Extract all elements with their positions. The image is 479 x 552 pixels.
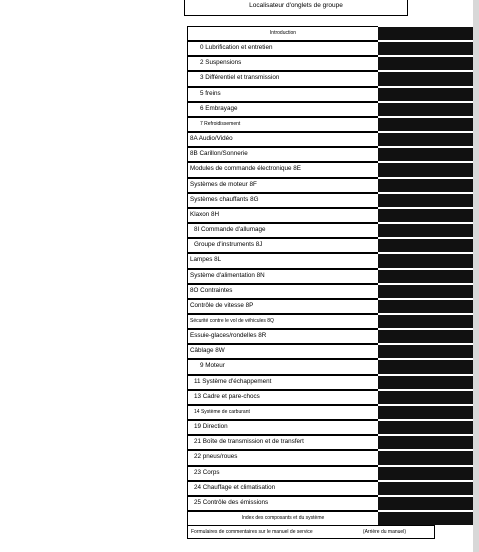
footer-comment-forms-label: Formulaires de commentaires sur le manuel de service: [191, 529, 313, 535]
group-tab-row[interactable]: [187, 71, 473, 86]
group-tab-marker[interactable]: [378, 194, 473, 207]
group-tab-row[interactable]: [187, 102, 473, 117]
group-tab-row[interactable]: [187, 390, 473, 405]
group-tab-marker[interactable]: [378, 148, 473, 161]
group-tab-row[interactable]: [187, 238, 473, 253]
group-tab-row[interactable]: [187, 132, 473, 147]
group-tab-row[interactable]: [187, 41, 473, 56]
group-tab-marker[interactable]: [378, 376, 473, 389]
group-tab-marker[interactable]: [378, 103, 473, 116]
group-tab-label: Système d'alimentation 8N: [187, 269, 378, 284]
group-tab-marker[interactable]: [378, 57, 473, 70]
group-tab-marker[interactable]: [378, 285, 473, 298]
group-tab-marker[interactable]: [378, 27, 473, 40]
group-tab-marker[interactable]: [378, 467, 473, 480]
group-tab-label: 21 Boîte de transmission et de transfert: [187, 435, 378, 450]
group-tab-label: Systèmes chauffants 8G: [187, 193, 378, 208]
group-tab-row[interactable]: [187, 511, 473, 526]
group-tab-marker[interactable]: [378, 497, 473, 510]
group-tab-row[interactable]: [187, 56, 473, 71]
group-tab-row[interactable]: [187, 87, 473, 102]
group-tab-marker[interactable]: [378, 315, 473, 328]
group-tab-label: 13 Cadre et pare-chocs: [187, 390, 378, 405]
group-tab-row[interactable]: [187, 299, 473, 314]
group-tab-row[interactable]: [187, 147, 473, 162]
group-tab-label: Lampes 8L: [187, 253, 378, 268]
group-tab-label: 0 Lubrification et entretien: [187, 41, 378, 56]
group-tab-marker[interactable]: [378, 224, 473, 237]
group-tab-marker[interactable]: [378, 42, 473, 55]
group-tab-row[interactable]: [187, 314, 473, 329]
group-tab-row[interactable]: [187, 223, 473, 238]
group-tab-marker[interactable]: [378, 209, 473, 222]
group-tab-label: 8O Contraintes: [187, 284, 378, 299]
group-tab-label: 6 Embrayage: [187, 102, 378, 117]
group-tab-label: 2 Suspensions: [187, 56, 378, 71]
group-tab-marker[interactable]: [378, 421, 473, 434]
group-tab-marker[interactable]: [378, 72, 473, 85]
group-tab-marker[interactable]: [378, 436, 473, 449]
group-tab-label: Modules de commande électronique 8E: [187, 162, 378, 177]
group-tab-marker[interactable]: [378, 300, 473, 313]
footer-comment-forms[interactable]: [187, 525, 435, 539]
group-tab-row[interactable]: [187, 329, 473, 344]
group-tab-row[interactable]: [187, 481, 473, 496]
group-tab-marker[interactable]: [378, 391, 473, 404]
group-tab-label: 3 Différentiel et transmission: [187, 71, 378, 86]
group-tab-label: Introduction: [187, 26, 378, 41]
page-title: Localisateur d'onglets de groupe: [184, 0, 408, 16]
group-tab-marker[interactable]: [378, 270, 473, 283]
group-tab-label: 8A Audio/Vidéo: [187, 132, 378, 147]
group-tab-label: 5 freins: [187, 87, 378, 102]
group-tab-row[interactable]: [187, 496, 473, 511]
group-tab-row[interactable]: [187, 344, 473, 359]
group-tab-label: 23 Corps: [187, 466, 378, 481]
group-tab-label: Klaxon 8H: [187, 208, 378, 223]
group-tab-row[interactable]: [187, 284, 473, 299]
group-tab-row[interactable]: [187, 178, 473, 193]
group-tab-label: Systèmes de moteur 8F: [187, 178, 378, 193]
group-tab-label: 8I Commande d'allumage: [187, 223, 378, 238]
group-tab-row[interactable]: [187, 117, 473, 132]
group-tab-list: [187, 26, 473, 526]
group-tab-row[interactable]: [187, 26, 473, 41]
group-tab-marker[interactable]: [378, 254, 473, 267]
page-edge-shadow: [473, 0, 479, 552]
group-tab-row[interactable]: [187, 435, 473, 450]
group-tab-label: 14 Système de carburant: [187, 405, 378, 420]
group-tab-label: 24 Chauffage et climatisation: [187, 481, 378, 496]
group-tab-marker[interactable]: [378, 360, 473, 373]
group-tab-marker[interactable]: [378, 512, 473, 525]
group-tab-marker[interactable]: [378, 345, 473, 358]
group-tab-label: 7 Refroidissement: [187, 117, 378, 132]
group-tab-marker[interactable]: [378, 88, 473, 101]
group-tab-row[interactable]: [187, 405, 473, 420]
group-tab-row[interactable]: [187, 375, 473, 390]
group-tab-label: Câblage 8W: [187, 344, 378, 359]
group-tab-marker[interactable]: [378, 133, 473, 146]
group-tab-marker[interactable]: [378, 163, 473, 176]
group-tab-marker[interactable]: [378, 179, 473, 192]
group-tab-row[interactable]: [187, 208, 473, 223]
group-tab-marker[interactable]: [378, 406, 473, 419]
group-tab-marker[interactable]: [378, 118, 473, 131]
group-tab-row[interactable]: [187, 269, 473, 284]
group-tab-label: 19 Direction: [187, 420, 378, 435]
group-tab-row[interactable]: [187, 359, 473, 374]
group-tab-row[interactable]: [187, 450, 473, 465]
group-tab-marker[interactable]: [378, 451, 473, 464]
group-tab-label: 9 Moteur: [187, 359, 378, 374]
footer-back-of-manual-label: (Arrière du manuel): [362, 529, 406, 535]
group-tab-marker[interactable]: [378, 330, 473, 343]
group-tab-row[interactable]: [187, 420, 473, 435]
group-tab-label: Groupe d'instruments 8J: [187, 238, 378, 253]
group-tab-label: Index des composants et du système: [187, 511, 378, 526]
group-tab-row[interactable]: [187, 162, 473, 177]
group-tab-label: 22 pneus/roues: [187, 450, 378, 465]
group-tab-marker[interactable]: [378, 482, 473, 495]
group-tab-row[interactable]: [187, 193, 473, 208]
group-tab-label: Sécurité contre le vol de véhicules 8Q: [187, 314, 378, 329]
group-tab-label: Contrôle de vitesse 8P: [187, 299, 378, 314]
group-tab-marker[interactable]: [378, 239, 473, 252]
group-tab-row[interactable]: [187, 253, 473, 268]
group-tab-row[interactable]: [187, 466, 473, 481]
group-tab-label: 8B Carillon/Sonnerie: [187, 147, 378, 162]
group-tab-label: Essuie-glaces/rondelles 8R: [187, 329, 378, 344]
group-tab-label: 11 Système d'échappement: [187, 375, 378, 390]
group-tab-label: 25 Contrôle des émissions: [187, 496, 378, 511]
